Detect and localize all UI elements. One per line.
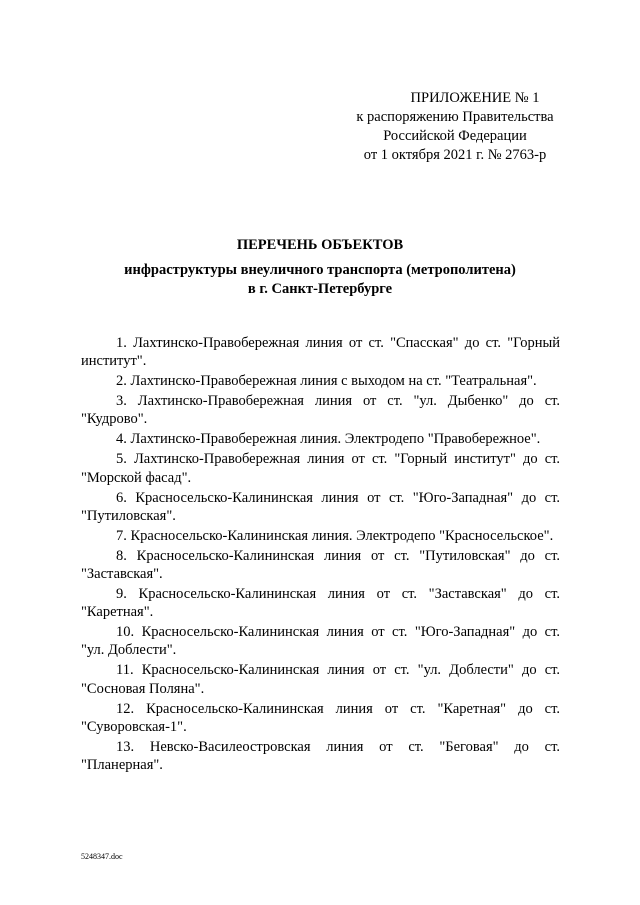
list-item: 5. Лахтинско-Правобережная линия от ст. "Горный институт" до ст. "Морской фасад". — [81, 451, 560, 486]
list-item: 3. Лахтинско-Правобережная линия от ст. "ул. Дыбенко" до ст. "Кудрово". — [81, 393, 560, 428]
document-filename: 5248347.doc — [81, 852, 123, 861]
list-item: 2. Лахтинско-Правобережная линия с выходом на ст. "Театральная". — [116, 373, 537, 390]
list-item: 7. Красносельско-Калининская линия. Электродепо "Красносельское". — [116, 527, 554, 544]
appendix-line-2: Российской Федерации — [383, 128, 527, 144]
appendix-line-3: от 1 октября 2021 г. № 2763-р — [363, 147, 547, 163]
appendix-title: ПРИЛОЖЕНИЕ № 1 — [410, 90, 540, 106]
objects-list — [81, 334, 560, 774]
heading-subtitle-1: инфраструктуры внеуличного транспорта (метрополитена) — [124, 262, 516, 278]
list-item: 13. Невско-Василеостровская линия от ст. "Беговая" до ст. "Планерная". — [81, 738, 560, 774]
list-item: 9. Красносельско-Калининская линия от ст. "Заставская" до ст. "Каретная". — [81, 586, 560, 621]
heading-subtitle-2: в г. Санкт-Петербурге — [247, 281, 393, 297]
list-item: 10. Красносельско-Калининская линия от ст. "Юго-Западная" до ст. "ул. Доблести". — [81, 624, 560, 659]
list-item: 12. Красносельско-Калининская линия от ст. "Каретная" до ст. "Суворовская-1". — [81, 700, 560, 735]
document-heading — [80, 236, 560, 299]
list-item: 8. Красносельско-Калининская линия от ст. "Путиловская" до ст. "Заставская". — [81, 547, 560, 583]
heading-title: ПЕРЕЧЕНЬ ОБЪЕКТОВ — [236, 237, 404, 253]
list-item: 11. Красносельско-Калининская линия от ст. "ул. Доблести" до ст. "Сосновая Поляна". — [81, 662, 560, 697]
list-item: 6. Красносельско-Калининская линия от ст. "Юго-Западная" до ст. "Путиловская". — [81, 489, 560, 524]
appendix-block — [330, 89, 580, 165]
appendix-line-1: к распоряжению Правительства — [356, 109, 554, 125]
list-item: 1. Лахтинско-Правобережная линия от ст. "Спасская" до ст. "Горный институт". — [81, 335, 560, 370]
list-item: 4. Лахтинско-Правобережная линия. Электродепо "Правобережное". — [116, 431, 541, 448]
